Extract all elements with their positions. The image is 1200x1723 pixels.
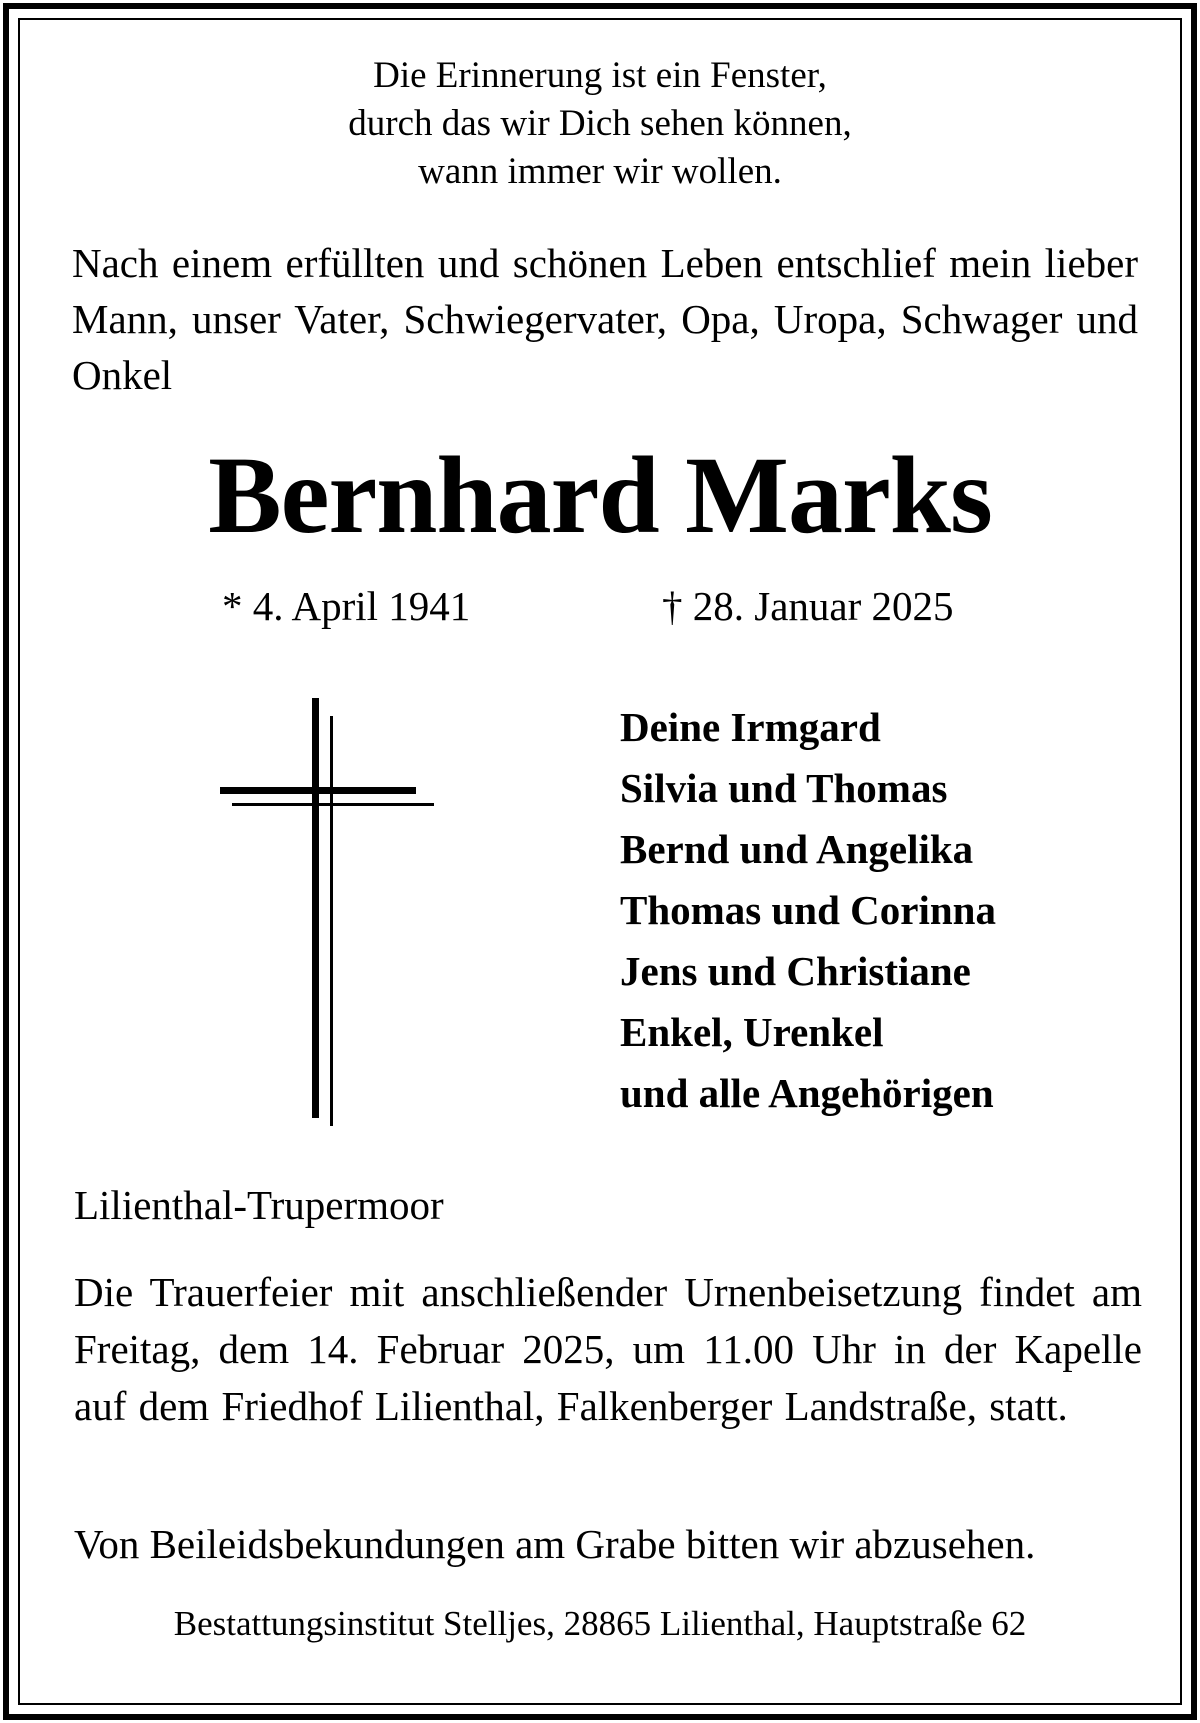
mourner-line: Jens und Christiane <box>620 948 971 994</box>
mourner-line: Thomas und Corinna <box>620 887 996 933</box>
residence-place: Lilienthal-Trupermoor <box>74 1182 444 1228</box>
cross-horizontal-thin <box>232 803 434 806</box>
motto-line: wann immer wir wollen. <box>418 151 782 192</box>
deceased-name: Bernhard Marks <box>208 434 992 556</box>
condolence-note: Von Beileidsbekundungen am Grabe bitten wir abzusehen. <box>74 1521 1036 1567</box>
cross-vertical-thick <box>312 698 319 1118</box>
cross-horizontal-thick <box>220 787 416 794</box>
mourner-line: Enkel, Urenkel <box>620 1009 884 1055</box>
mourner-line: Deine Irmgard <box>620 704 881 750</box>
motto-line: durch das wir Dich sehen können, <box>348 103 852 144</box>
mourner-line: Bernd und Angelika <box>620 826 974 872</box>
mourner-line: Silvia und Thomas <box>620 765 948 811</box>
mourner-line: und alle Angehörigen <box>620 1070 994 1116</box>
undertaker-footer: Bestattungsinstitut Stelljes, 28865 Lilienthal, Hauptstraße 62 <box>173 1604 1027 1643</box>
cross-vertical-thin <box>330 716 333 1126</box>
ceremony-notice: Die Trauerfeier mit anschließender Urnenbeisetzung findet am Freitag, dem 14. Februar 2025, um 11.00 Uhr in der Kapelle auf dem Friedhof Lilienthal, Falkenberger Landstraße, statt. <box>74 1269 1142 1429</box>
mourners-list <box>620 697 996 1124</box>
motto-quote <box>0 52 1200 196</box>
intro-text: Nach einem erfüllten und schönen Leben entschlief mein lieber Mann, unser Vater, Schwiegervater, Opa, Uropa, Schwager und Onkel <box>72 240 1138 398</box>
death-date: † 28. Januar 2025 <box>662 583 954 629</box>
birth-date: * 4. April 1941 <box>222 583 471 629</box>
motto-line: Die Erinnerung ist ein Fenster, <box>373 55 827 96</box>
cross-icon <box>215 698 440 1126</box>
